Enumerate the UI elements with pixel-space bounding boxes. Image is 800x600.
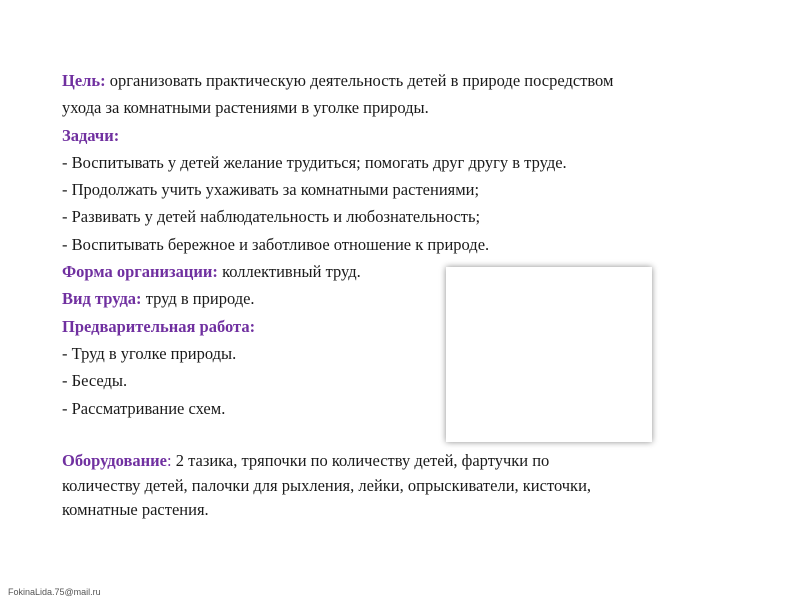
goal-line-2	[62, 94, 742, 121]
task-item	[62, 231, 742, 258]
prep-item-text: - Труд в уголке природы.	[62, 343, 237, 363]
form-label: Форма организации:	[62, 262, 218, 282]
equipment-colon: :	[166, 451, 172, 471]
tasks-label: Задачи:	[62, 125, 120, 145]
form-value: коллективный труд.	[217, 262, 361, 282]
equipment-text-3: комнатные растения.	[62, 500, 209, 520]
work-type-value: труд в природе.	[141, 289, 255, 309]
prep-label: Предварительная работа:	[62, 316, 256, 336]
footer-email: FokinaLida.75@mail.ru	[8, 587, 101, 597]
task-item-text: - Воспитывать у детей желание трудиться; помогать друг другу в труде.	[62, 152, 567, 172]
prep-item-text: - Рассматривание схем.	[62, 398, 226, 418]
goal-label: Цель:	[62, 71, 106, 90]
goal-text-2: ухода за комнатными растениями в уголке природы.	[62, 98, 429, 118]
equipment-text-2: количеству детей, палочки для рыхления, лейки, опрыскиватели, кисточки,	[62, 475, 592, 495]
task-item-text: - Воспитывать бережное и заботливое отношение к природе.	[62, 234, 490, 254]
work-type-label: Вид труда:	[62, 289, 142, 309]
task-item	[62, 203, 742, 230]
equipment-label: Оборудование	[62, 451, 167, 471]
image-placeholder	[446, 267, 652, 442]
goal-line-1	[62, 67, 742, 94]
tasks-heading	[62, 122, 742, 149]
equipment-line-2	[62, 474, 742, 499]
task-item	[62, 149, 742, 176]
prep-item-text: - Беседы.	[62, 371, 128, 391]
task-item-text: - Продолжать учить ухаживать за комнатными растениями;	[62, 180, 480, 200]
equipment-line-3	[62, 498, 742, 523]
task-item-text: - Развивать у детей наблюдательность и любознательность;	[62, 207, 481, 227]
equipment-text-1: 2 тазика, тряпочки по количеству детей, фартучки по	[171, 451, 550, 471]
goal-text-1: организовать практическую деятельность детей в природе посредством	[105, 71, 614, 90]
equipment-line-1	[62, 449, 742, 474]
task-item	[62, 176, 742, 203]
